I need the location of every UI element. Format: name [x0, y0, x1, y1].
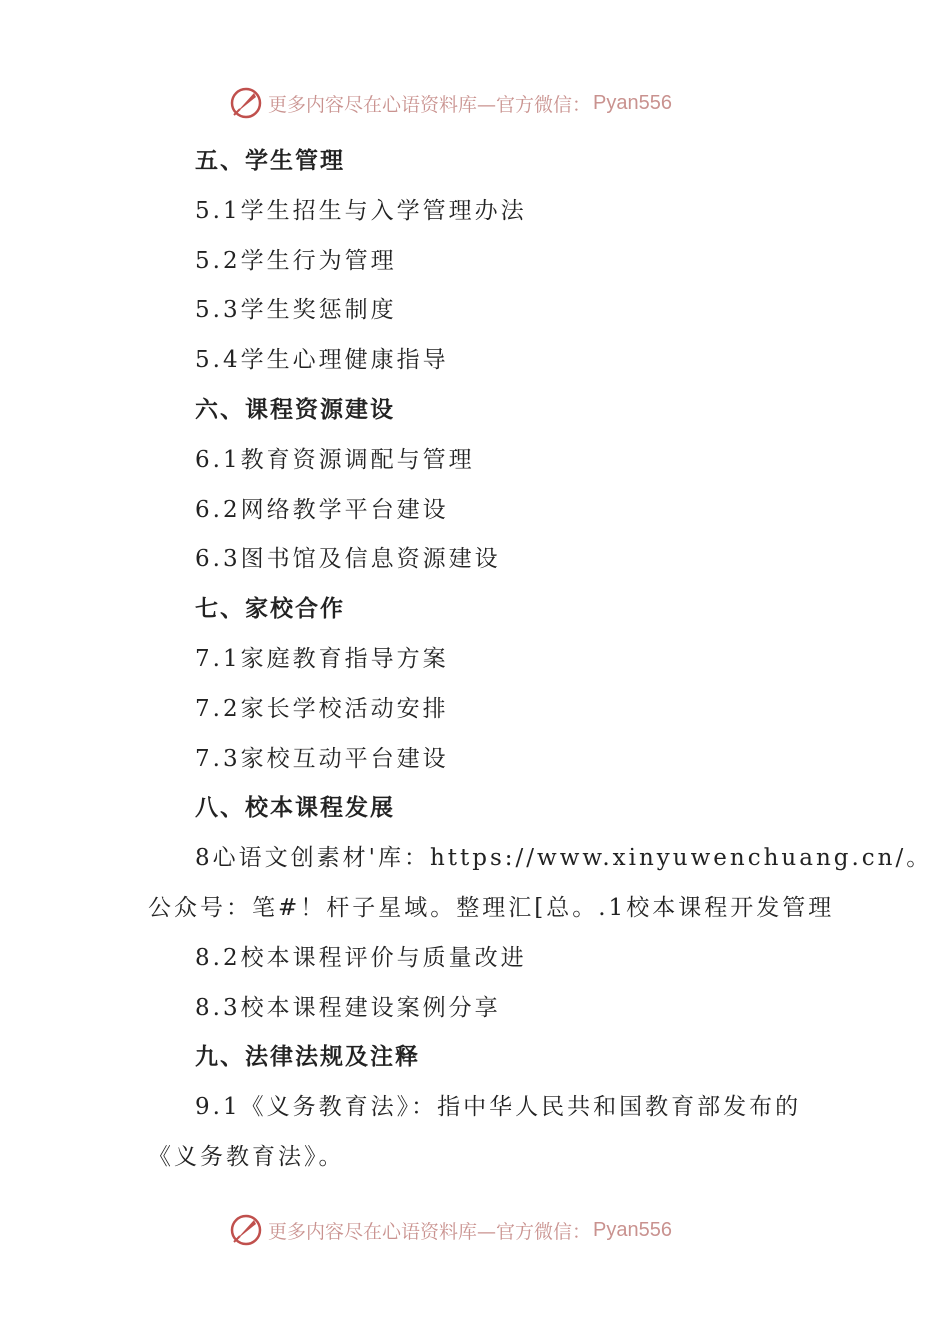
section-heading: 八、校本课程发展	[195, 794, 395, 822]
section-line: 9.1《义务教育法》：指中华人民共和国教育部发布的	[195, 1094, 802, 1121]
quill-logo-icon	[228, 85, 264, 121]
section-line: 8.3校本课程建设案例分享	[195, 994, 501, 1021]
section-line: 6.2网络教学平台建设	[195, 496, 449, 523]
section-line: 5.4学生心理健康指导	[195, 347, 449, 374]
section-line: 8.2校本课程评价与质量改进	[195, 944, 527, 971]
section-line: 8心语文创素材'库：https://www.xinyuwenchuang.cn/。	[195, 845, 933, 872]
section-line: 7.1家庭教育指导方案	[195, 646, 449, 672]
watermark-text: 更多内容尽在心语资料库—官方微信：	[268, 1220, 592, 1243]
section-line: 5.1学生招生与入学管理办法	[195, 197, 527, 224]
footer-watermark	[228, 1212, 672, 1248]
watermark-text: 更多内容尽在心语资料库—官方微信：	[268, 93, 592, 116]
watermark-wechat-id: Pyan556	[593, 1218, 672, 1241]
section-heading: 七、家校合作	[195, 595, 345, 623]
section-heading: 九、法律法规及注释	[195, 1043, 420, 1071]
section-heading: 六、课程资源建设	[195, 396, 395, 423]
quill-logo-icon	[228, 1212, 264, 1248]
section-line: 5.2学生行为管理	[195, 247, 397, 274]
section-line: 5.3学生奖惩制度	[195, 297, 397, 324]
section-heading: 五、学生管理	[195, 147, 345, 174]
watermark-wechat-id: Pyan556	[593, 91, 672, 114]
section-line: 6.1教育资源调配与管理	[195, 446, 475, 473]
header-watermark	[228, 85, 672, 121]
section-line: 7.2家长学校活动安排	[195, 695, 449, 722]
section-line: 《义务教育法》。	[148, 1144, 345, 1170]
section-line: 7.3家校互动平台建设	[195, 745, 449, 772]
section-line: 6.3图书馆及信息资源建设	[195, 546, 501, 573]
section-line: 公众号：笔#！杆子星域。整理汇[总。.1校本课程开发管理	[148, 895, 835, 921]
